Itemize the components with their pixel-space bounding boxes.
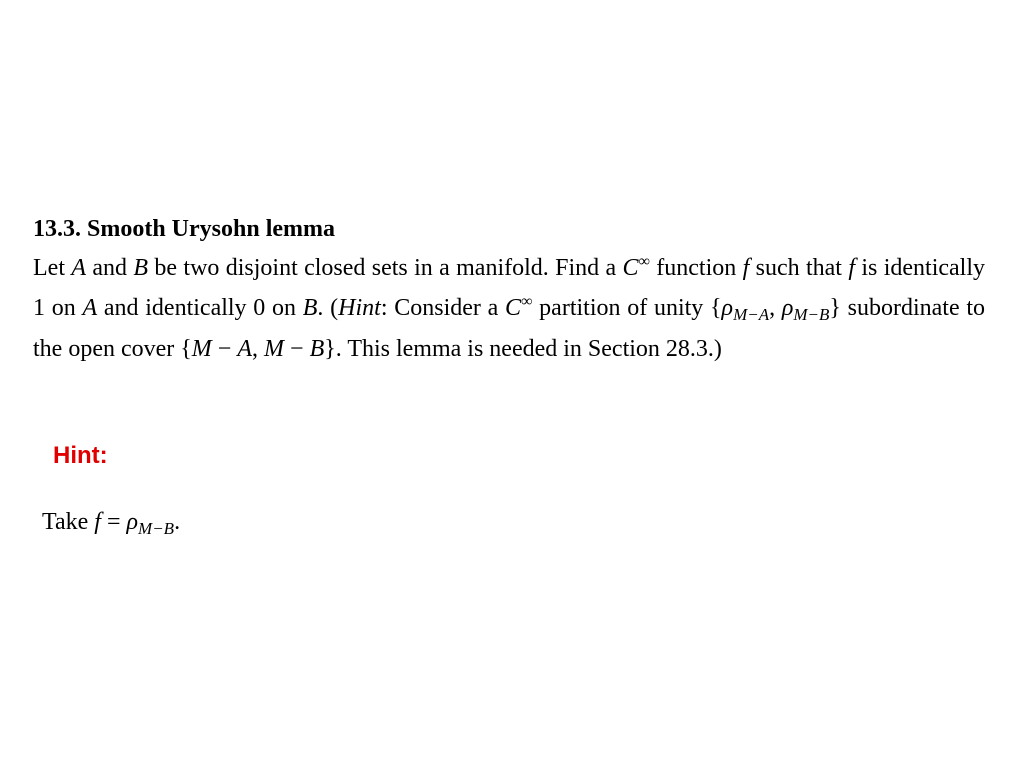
text-segment: such that	[749, 255, 849, 281]
math-c: C	[505, 295, 522, 321]
text-segment: function	[649, 255, 743, 281]
math-a: A	[237, 336, 253, 362]
math-subscript: M−B	[793, 305, 830, 324]
text-segment: Let	[33, 255, 72, 281]
math-b: B	[302, 295, 318, 321]
hint-label: Hint:	[53, 442, 108, 469]
hint-word: Hint	[338, 295, 381, 321]
math-rho: ρ	[126, 509, 139, 535]
problem-body	[33, 245, 985, 366]
math-subscript: M−B	[138, 519, 175, 538]
text-segment: and identically 0 on	[97, 295, 303, 321]
math-a: A	[82, 295, 98, 321]
math-infinity: ∞	[521, 293, 533, 310]
text-segment: be two disjoint closed sets in a manifold. Find a	[148, 255, 623, 281]
text-segment: } subordinate to the open cover {	[33, 295, 986, 362]
text-segment: ,	[769, 295, 782, 321]
math-b: B	[309, 336, 325, 362]
text-segment: −	[284, 336, 310, 362]
math-m: M	[191, 336, 212, 362]
math-f: f	[848, 255, 855, 281]
math-f: f	[94, 509, 101, 535]
math-a: A	[71, 255, 87, 281]
math-f: f	[742, 255, 750, 281]
problem-title: 13.3. Smooth Urysohn lemma	[33, 216, 336, 242]
text-segment: Take	[42, 509, 95, 535]
text-segment: }. This lemma is needed in Section 28.3.)	[324, 336, 722, 362]
problem-statement	[33, 213, 985, 366]
text-segment: . (	[317, 295, 339, 321]
text-segment: partition of unity {	[532, 295, 722, 321]
text-segment: −	[211, 336, 238, 362]
math-equals: =	[100, 509, 127, 535]
text-segment: and	[86, 255, 134, 281]
text-segment: .	[174, 509, 181, 535]
text-segment: is identically 1 on	[33, 255, 986, 321]
math-c: C	[622, 255, 639, 281]
math-subscript: M−A	[733, 305, 770, 324]
math-rho: ρ	[721, 295, 734, 321]
math-infinity: ∞	[638, 253, 650, 270]
text-segment: : Consider a	[380, 295, 506, 321]
math-b: B	[133, 255, 149, 281]
math-m: M	[264, 336, 285, 362]
math-rho: ρ	[781, 295, 794, 321]
hint-answer	[42, 505, 180, 546]
text-segment: ,	[252, 336, 265, 362]
